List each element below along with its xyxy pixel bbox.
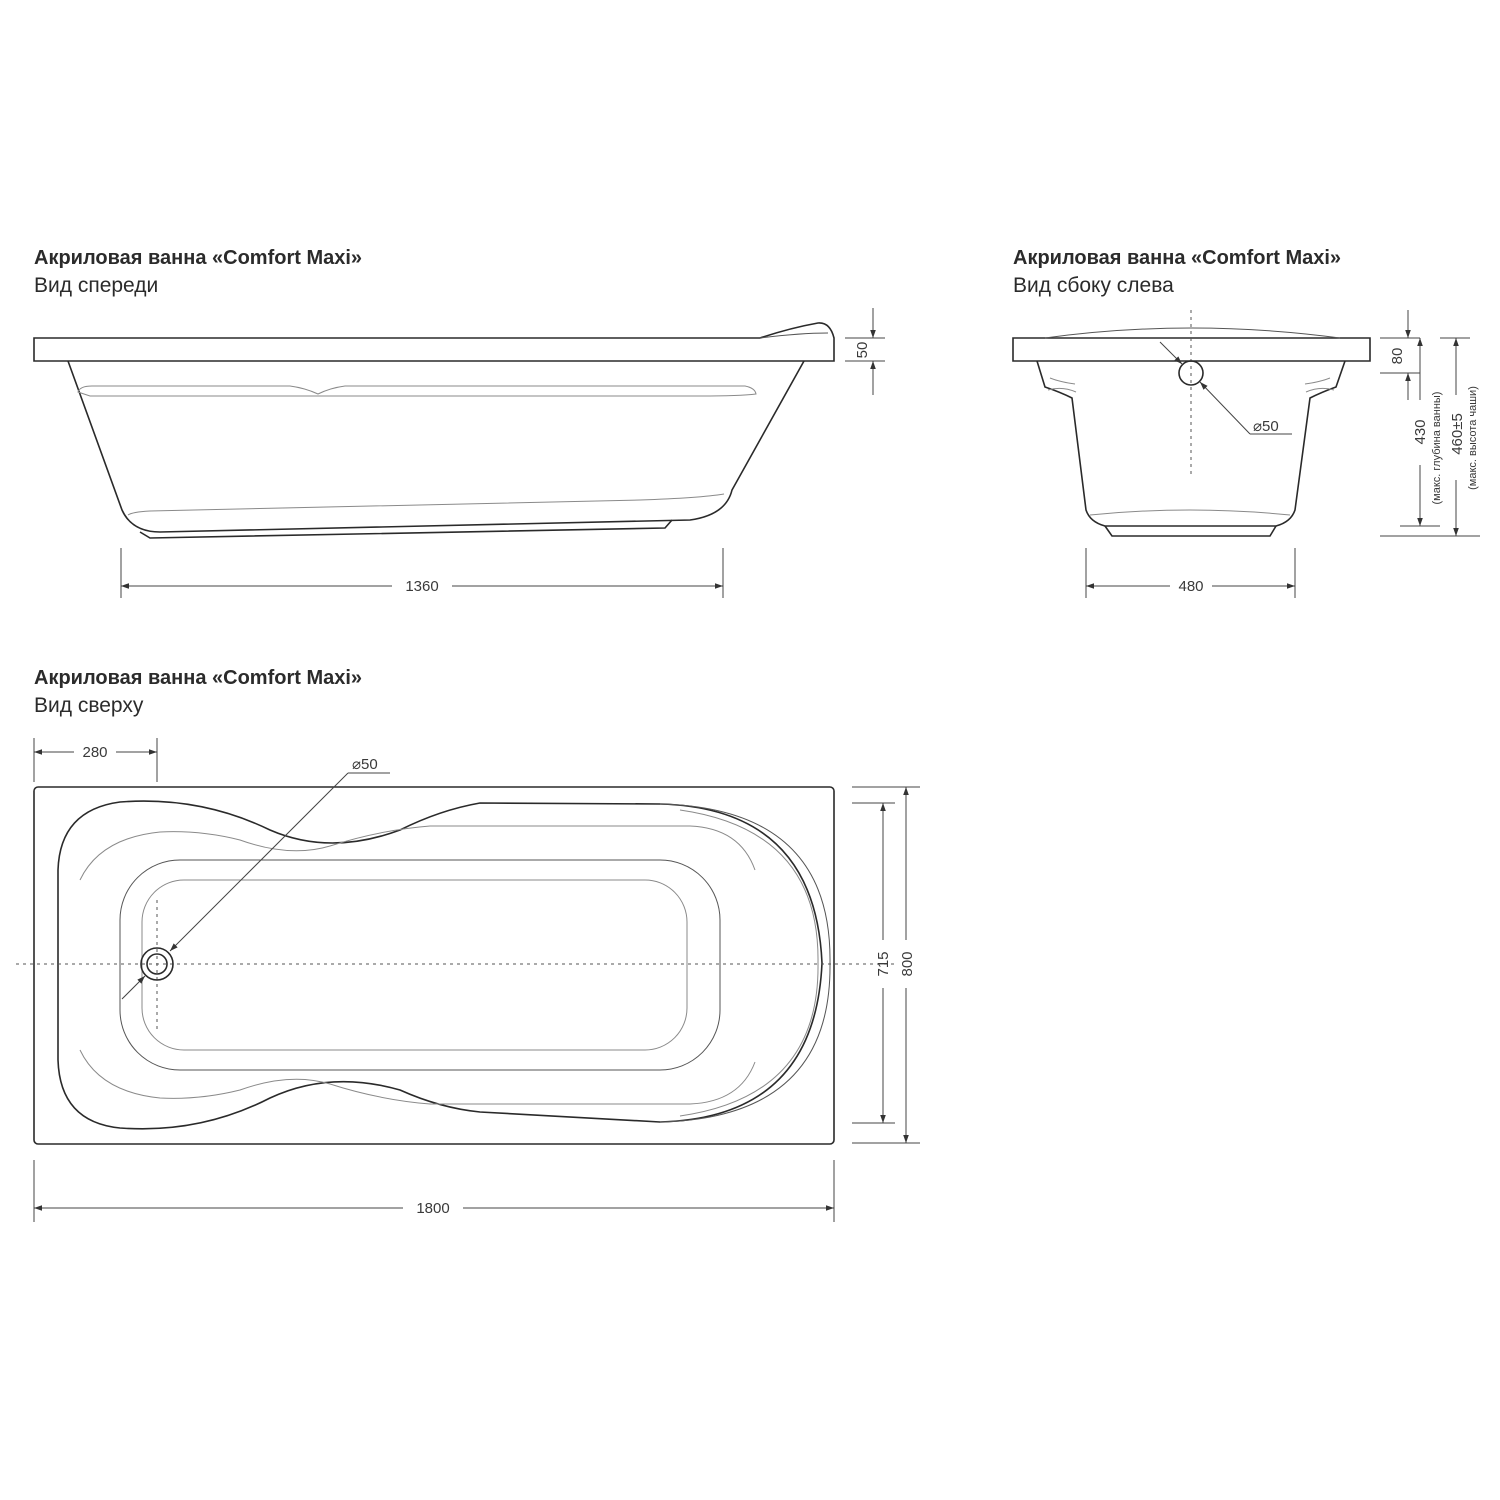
front-dim-rim	[845, 308, 885, 395]
front-dim-length-label: 1360	[405, 578, 439, 595]
top-dim-inner-width	[852, 803, 895, 1123]
side-view-bathtub	[1013, 310, 1370, 536]
side-dim-drain-label: ⌀50	[1253, 418, 1279, 435]
side-dim-depth	[1400, 338, 1443, 526]
side-inner-contours	[1050, 378, 1330, 515]
side-view	[1013, 247, 1480, 598]
front-inner-ledge	[78, 386, 756, 396]
top-dim-1800-label: 1800	[416, 1200, 450, 1217]
side-dim-width	[1086, 548, 1295, 598]
top-dim-length	[34, 1160, 834, 1222]
side-dim-rim-label: 80	[1389, 347, 1406, 365]
top-rim-outline	[34, 787, 834, 1144]
top-view	[16, 667, 920, 1222]
side-rim-outline	[1013, 338, 1370, 361]
side-dim-drain-arrow-bottom	[1200, 382, 1250, 434]
side-dim-depth-note: (макс. глубина ванны)	[1431, 391, 1443, 505]
top-dim-715-label: 715	[875, 951, 892, 977]
top-dim-drain-arrow-top	[170, 773, 348, 951]
front-body-outline	[68, 361, 804, 532]
side-dim-height	[1380, 338, 1480, 536]
side-base-outline	[1105, 526, 1276, 536]
side-dim-rim	[1380, 310, 1420, 400]
top-inner-basin	[120, 860, 720, 1070]
side-view-subtitle: Вид сбоку слева	[1013, 274, 1174, 297]
front-dim-rim-label: 50	[854, 341, 871, 359]
front-view	[34, 247, 885, 598]
side-rim-top-curve	[1045, 328, 1340, 338]
top-view-bathtub	[16, 787, 898, 1144]
front-view-title: Акриловая ванна «Comfort Maxi»	[34, 247, 363, 269]
top-dim-drain-offset	[34, 738, 157, 782]
top-armrest-contour-top	[80, 826, 755, 880]
top-bowl-end-line-2	[680, 810, 818, 1116]
top-dim-800-label: 800	[899, 951, 916, 977]
side-dim-width-label: 480	[1178, 578, 1204, 595]
front-view-subtitle: Вид спереди	[34, 274, 159, 297]
side-dim-drain	[1160, 342, 1292, 435]
side-view-title: Акриловая ванна «Comfort Maxi»	[1013, 247, 1342, 269]
side-dim-height-label: 460±5	[1449, 413, 1466, 455]
top-view-title: Акриловая ванна «Comfort Maxi»	[34, 667, 363, 689]
front-inner-bottom	[128, 494, 724, 515]
top-dim-offset-label: 280	[82, 744, 108, 761]
side-dim-height-note: (макс. высота чаши)	[1467, 386, 1479, 490]
top-dim-drain	[122, 756, 390, 999]
side-dim-depth-label: 430	[1412, 419, 1429, 445]
top-armrest-contour-bottom	[80, 1050, 755, 1104]
front-dim-length	[121, 548, 723, 598]
front-view-bathtub	[34, 323, 834, 538]
top-dim-drain-label: ⌀50	[352, 756, 378, 773]
top-basin-bottom	[142, 880, 687, 1050]
top-view-subtitle: Вид сверху	[34, 694, 144, 717]
front-rim-outline	[34, 323, 834, 361]
